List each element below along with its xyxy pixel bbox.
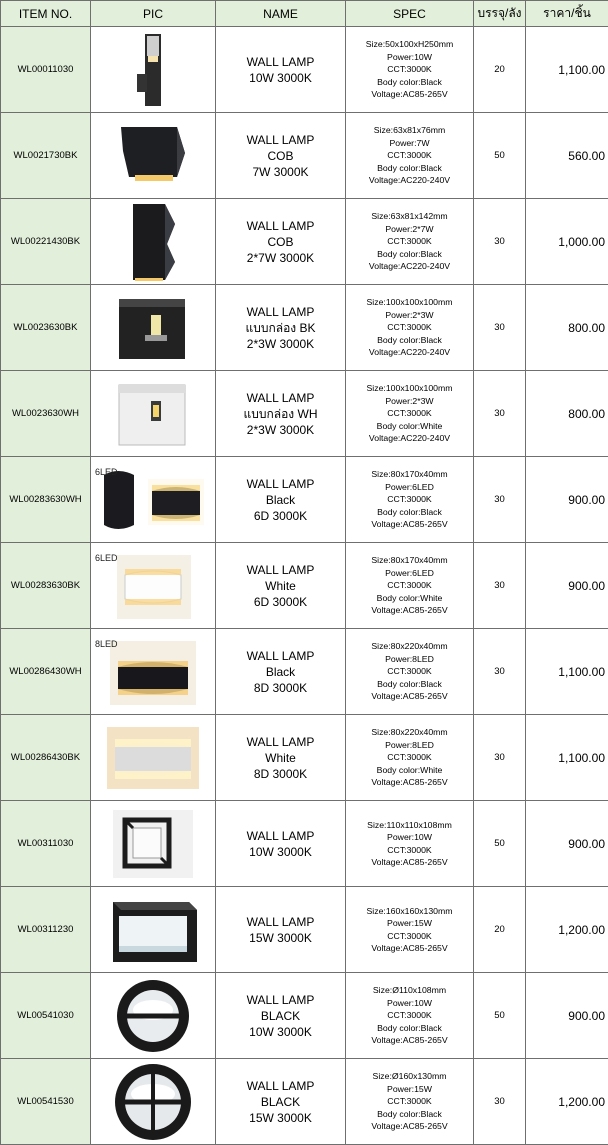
spec-cell [346,715,474,801]
name-line: 8D 3000K [216,766,345,782]
product-image-cell [91,543,216,629]
spec-line: Voltage:AC85-265V [346,518,473,531]
price-cell: 900.00 [526,457,608,543]
name-cell [216,629,346,715]
name-cell [216,887,346,973]
item-no-cell: WL00541030 [1,973,91,1059]
spec-cell [346,973,474,1059]
spec-line: Size:110x110x108mm [346,819,473,832]
black-angled-cob-lamp-image [91,123,215,189]
item-no-cell: WL00221430BK [1,199,91,285]
name-line: COB [216,148,345,164]
price-cell: 900.00 [526,801,608,887]
spec-line: Body color:White [346,420,473,433]
spec-line: Size:63x81x142mm [346,210,473,223]
round-black-lamp-small-image [91,976,215,1056]
name-cell [216,715,346,801]
name-line: 15W 3000K [216,1110,345,1126]
table-row [1,973,608,1059]
spec-line: Body color:Black [346,248,473,261]
price-cell: 1,100.00 [526,629,608,715]
black-angled-double-lamp-image [91,202,215,282]
qty-cell: 30 [474,715,526,801]
spec-line: Voltage:AC85-265V [346,1034,473,1047]
name-line: 10W 3000K [216,844,345,860]
spec-line: Power:6LED [346,567,473,580]
name-line: Black [216,664,345,680]
name-cell [216,27,346,113]
qty-cell: 30 [474,371,526,457]
name-line: WALL LAMP [216,992,345,1008]
spec-line: Body color:Black [346,678,473,691]
spec-line: Voltage:AC220-240V [346,346,473,359]
qty-cell: 30 [474,1059,526,1145]
name-line: White [216,578,345,594]
spec-line: CCT:3000K [346,1095,473,1108]
header-name: NAME [216,1,346,27]
spec-line: Body color:Black [346,162,473,175]
black-6led-lamp-image [91,465,215,535]
item-no-cell: WL0021730BK [1,113,91,199]
image-caption: 6LED [95,467,118,477]
tall-black-column-lamp-image [91,30,215,110]
name-cell [216,1059,346,1145]
table-row [1,887,608,973]
name-cell [216,371,346,457]
header-pic: PIC [91,1,216,27]
name-line: White [216,750,345,766]
product-image-cell [91,371,216,457]
spec-line: CCT:3000K [346,930,473,943]
name-line: COB [216,234,345,250]
spec-cell [346,199,474,285]
spec-line: Size:100x100x100mm [346,382,473,395]
item-no-cell: WL0023630BK [1,285,91,371]
item-no-cell: WL00311230 [1,887,91,973]
spec-line: Voltage:AC220-240V [346,260,473,273]
spec-cell [346,27,474,113]
item-no-cell: WL00286430WH [1,629,91,715]
header-row [1,1,608,27]
white-8led-lamp-image [91,725,215,791]
spec-line: CCT:3000K [346,321,473,334]
spec-line: Voltage:AC85-265V [346,690,473,703]
name-line: WALL LAMP [216,914,345,930]
name-line: 8D 3000K [216,680,345,696]
name-line: WALL LAMP [216,304,345,320]
spec-line: Power:10W [346,51,473,64]
product-image-cell [91,973,216,1059]
table-row [1,371,608,457]
item-no-cell: WL0023630WH [1,371,91,457]
spec-line: Voltage:AC85-265V [346,856,473,869]
spec-line: Body color:Black [346,1108,473,1121]
spec-line: Voltage:AC85-265V [346,776,473,789]
spec-line: Voltage:AC220-240V [346,174,473,187]
item-no-cell: WL00283630WH [1,457,91,543]
table-row [1,199,608,285]
name-line: 6D 3000K [216,594,345,610]
product-image-cell [91,285,216,371]
price-cell: 800.00 [526,285,608,371]
name-line: WALL LAMP [216,476,345,492]
spec-line: Power:2*7W [346,223,473,236]
spec-cell [346,629,474,715]
price-cell: 800.00 [526,371,608,457]
qty-cell: 30 [474,543,526,629]
qty-cell: 30 [474,457,526,543]
name-line: 6D 3000K [216,508,345,524]
spec-line: Size:50x100xH250mm [346,38,473,51]
name-line: WALL LAMP [216,648,345,664]
spec-cell [346,543,474,629]
product-image-cell [91,715,216,801]
product-image-cell [91,1059,216,1145]
spec-line: Voltage:AC220-240V [346,432,473,445]
name-line: BLACK [216,1008,345,1024]
name-line: 15W 3000K [216,930,345,946]
spec-line: Power:6LED [346,481,473,494]
table-row [1,1059,608,1145]
qty-cell: 30 [474,199,526,285]
spec-line: CCT:3000K [346,149,473,162]
name-line: 2*3W 3000K [216,422,345,438]
spec-line: Size:80x170x40mm [346,468,473,481]
table-row [1,285,608,371]
spec-line: Power:8LED [346,653,473,666]
spec-line: Power:10W [346,997,473,1010]
name-line: แบบกล่อง BK [216,320,345,336]
spec-line: CCT:3000K [346,579,473,592]
table-row [1,543,608,629]
spec-line: Body color:White [346,764,473,777]
spec-line: CCT:3000K [346,63,473,76]
round-black-lamp-large-image [91,1061,215,1143]
white-6led-lamp-image [91,551,215,621]
product-image-cell [91,27,216,113]
name-line: WALL LAMP [216,390,345,406]
name-cell [216,199,346,285]
price-cell: 1,200.00 [526,887,608,973]
spec-line: Voltage:AC85-265V [346,1120,473,1133]
spec-line: CCT:3000K [346,844,473,857]
item-no-cell: WL00286430BK [1,715,91,801]
spec-cell [346,371,474,457]
spec-line: Power:8LED [346,739,473,752]
qty-cell: 50 [474,113,526,199]
spec-line: Size:63x81x76mm [346,124,473,137]
name-cell [216,973,346,1059]
spec-line: Body color:Black [346,506,473,519]
spec-line: Voltage:AC85-265V [346,88,473,101]
name-line: WALL LAMP [216,828,345,844]
header-spec: SPEC [346,1,474,27]
product-image-cell [91,801,216,887]
spec-line: Voltage:AC85-265V [346,604,473,617]
qty-cell: 20 [474,887,526,973]
spec-line: CCT:3000K [346,407,473,420]
name-line: 7W 3000K [216,164,345,180]
image-caption: 6LED [95,553,118,563]
name-cell [216,543,346,629]
spec-line: CCT:3000K [346,665,473,678]
price-cell: 560.00 [526,113,608,199]
item-no-cell: WL00011030 [1,27,91,113]
name-line: 10W 3000K [216,70,345,86]
name-line: WALL LAMP [216,734,345,750]
qty-cell: 20 [474,27,526,113]
qty-cell: 50 [474,973,526,1059]
name-line: WALL LAMP [216,132,345,148]
item-no-cell: WL00541530 [1,1059,91,1145]
spec-line: Power:7W [346,137,473,150]
table-row [1,629,608,715]
qty-cell: 50 [474,801,526,887]
product-image-cell [91,629,216,715]
spec-line: Body color:Black [346,76,473,89]
small-black-frame-lamp-image [91,808,215,880]
name-line: 2*7W 3000K [216,250,345,266]
table-row [1,113,608,199]
spec-line: Body color:Black [346,1022,473,1035]
spec-line: Power:10W [346,831,473,844]
product-image-cell [91,457,216,543]
spec-line: Power:15W [346,917,473,930]
price-cell: 1,000.00 [526,199,608,285]
name-line: BLACK [216,1094,345,1110]
table-row [1,801,608,887]
name-line: 2*3W 3000K [216,336,345,352]
spec-line: Size:80x220x40mm [346,726,473,739]
name-line: WALL LAMP [216,562,345,578]
price-cell: 900.00 [526,973,608,1059]
name-line: 10W 3000K [216,1024,345,1040]
name-cell [216,801,346,887]
spec-line: CCT:3000K [346,1009,473,1022]
price-cell: 1,100.00 [526,27,608,113]
header-qty: บรรจุ/ลัง [474,1,526,27]
name-line: แบบกล่อง WH [216,406,345,422]
name-line: WALL LAMP [216,1078,345,1094]
name-cell [216,113,346,199]
spec-line: Power:2*3W [346,309,473,322]
name-line: WALL LAMP [216,54,345,70]
spec-line: Size:100x100x100mm [346,296,473,309]
item-no-cell: WL00283630BK [1,543,91,629]
header-price: ราคา/ชิ้น [526,1,608,27]
header-item-no: ITEM NO. [1,1,91,27]
price-cell: 1,100.00 [526,715,608,801]
spec-line: Size:Ø160x130mm [346,1070,473,1083]
spec-cell [346,887,474,973]
spec-line: CCT:3000K [346,235,473,248]
name-line: WALL LAMP [216,218,345,234]
spec-cell [346,113,474,199]
black-8led-lamp-image [91,637,215,707]
price-cell: 900.00 [526,543,608,629]
spec-line: CCT:3000K [346,751,473,764]
name-cell [216,285,346,371]
qty-cell: 30 [474,629,526,715]
spec-line: Power:2*3W [346,395,473,408]
black-cube-lamp-image [91,293,215,363]
spec-line: Body color:White [346,592,473,605]
spec-cell [346,801,474,887]
spec-line: Size:80x170x40mm [346,554,473,567]
spec-line: Power:15W [346,1083,473,1096]
spec-line: Size:Ø110x108mm [346,984,473,997]
image-caption: 8LED [95,639,118,649]
table-row [1,715,608,801]
spec-line: Size:80x220x40mm [346,640,473,653]
spec-line: Body color:Black [346,334,473,347]
name-cell [216,457,346,543]
spec-cell [346,1059,474,1145]
spec-cell [346,457,474,543]
spec-cell [346,285,474,371]
spec-line: Voltage:AC85-265V [346,942,473,955]
large-black-frame-lamp-image [91,892,215,968]
spec-line: Size:160x160x130mm [346,905,473,918]
item-no-cell: WL00311030 [1,801,91,887]
qty-cell: 30 [474,285,526,371]
spec-line: CCT:3000K [346,493,473,506]
white-cube-lamp-image [91,379,215,449]
product-image-cell [91,113,216,199]
table-row [1,27,608,113]
product-image-cell [91,199,216,285]
name-line: Black [216,492,345,508]
table-row [1,457,608,543]
product-image-cell [91,887,216,973]
price-cell: 1,200.00 [526,1059,608,1145]
